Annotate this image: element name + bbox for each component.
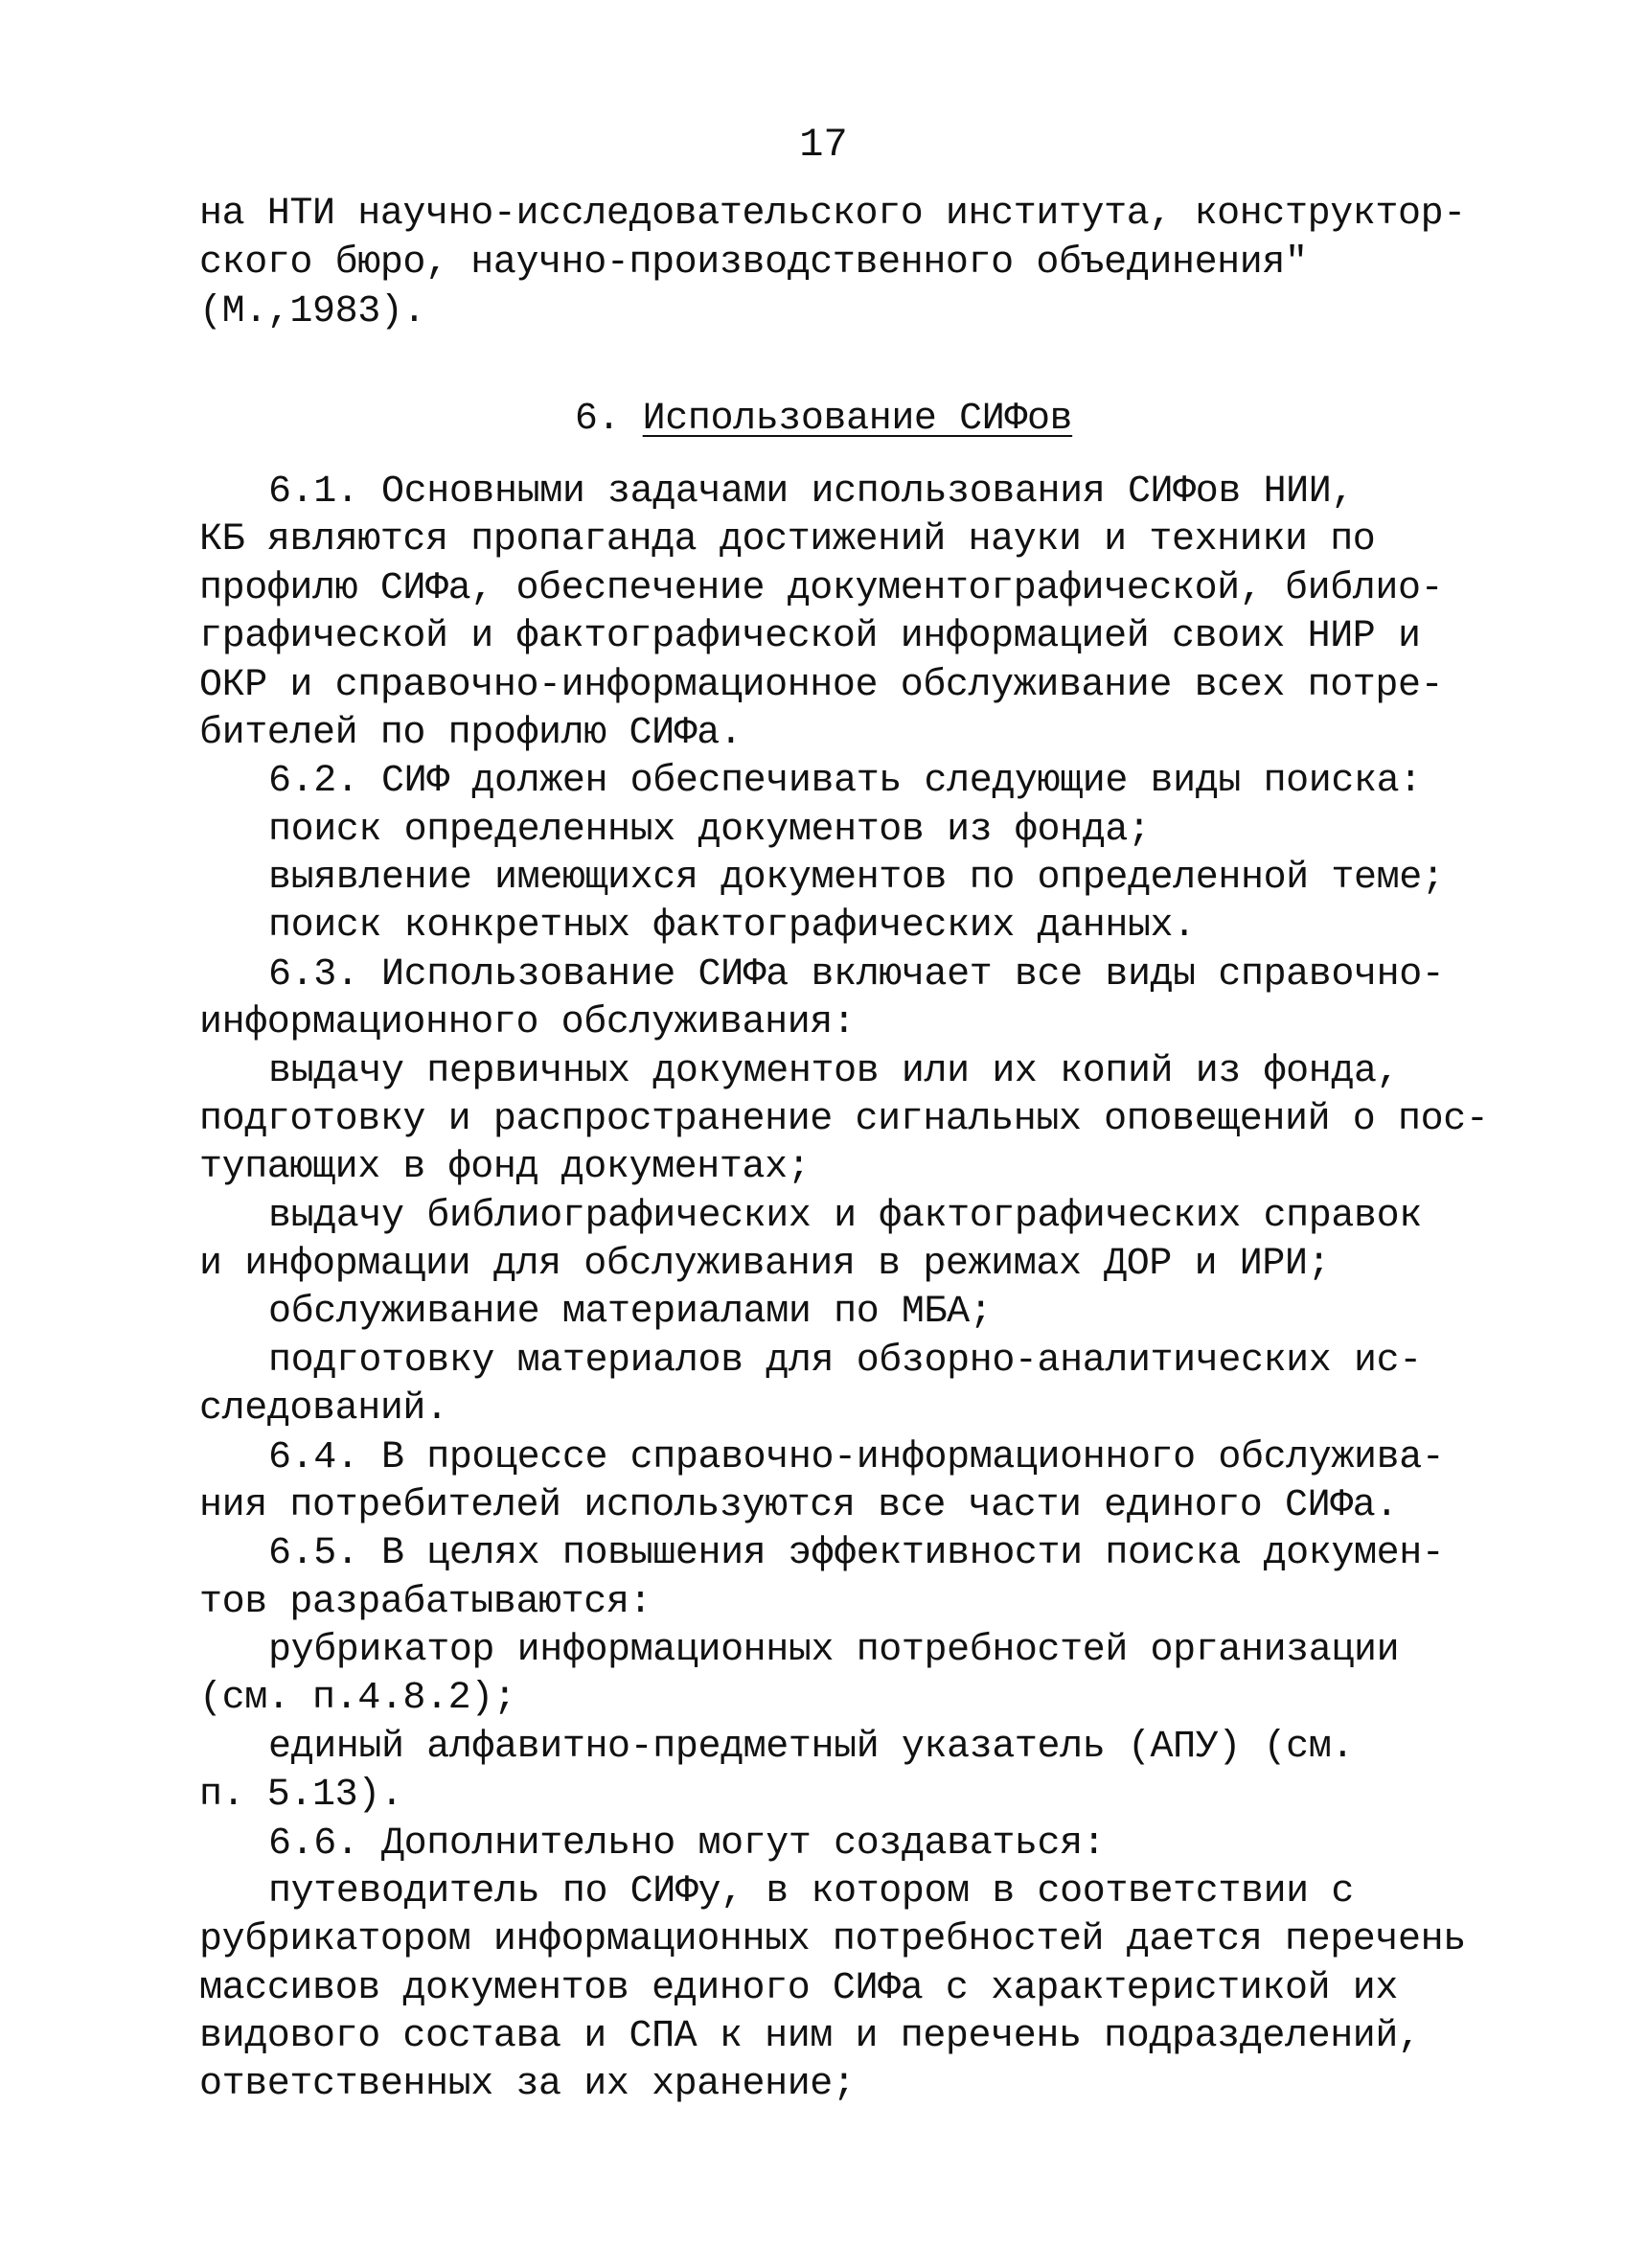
paragraph-line: КБ являются пропаганда достижений науки и техники по	[199, 518, 1376, 561]
paragraph-line: выдачу библиографических и фактографических справок	[268, 1195, 1422, 1238]
paragraph-line: поиск определенных документов из фонда;	[268, 809, 1151, 852]
paragraph-line: массивов документов единого СИФа с характеристикой их	[199, 1967, 1399, 2010]
paragraph-line: п. 5.13).	[199, 1774, 403, 1817]
paragraph-line: рубрикатор информационных потребностей организации	[268, 1629, 1400, 1672]
intro-line: (М.,1983).	[199, 290, 426, 333]
paragraph-line: видового состава и СПА к ним и перечень подразделений,	[199, 2015, 1421, 2058]
paragraph-line: 6.6. Дополнительно могут создаваться:	[268, 1822, 1106, 1866]
section-heading	[0, 395, 1647, 445]
paragraph-line: единый алфавитно-предметный указатель (АПУ) (см.	[268, 1726, 1354, 1769]
paragraph-line: рубрикатором информационных потребностей дается перечень	[199, 1918, 1466, 1961]
paragraph-line: выявление имеющихся документов по определенной теме;	[268, 857, 1445, 900]
paragraph-line: информационного обслуживания:	[199, 1001, 856, 1044]
paragraph-line: тупающих в фонд документах;	[199, 1146, 811, 1189]
paragraph-line: обслуживание материалами по МБА;	[268, 1291, 993, 1334]
paragraph-line: ния потребителей используются все части единого СИФа.	[199, 1484, 1399, 1527]
section-title: Использование СИФов	[642, 398, 1073, 441]
paragraph-line: выдачу первичных документов или их копий из фонда,	[268, 1050, 1400, 1093]
paragraph-line: следований.	[199, 1387, 448, 1431]
paragraph-line: путеводитель по СИФу, в котором в соответствии с	[268, 1870, 1354, 1913]
paragraph-line: тов разрабатываются:	[199, 1581, 652, 1624]
paragraph-line: профилю СИФа, обеспечение документографической, библио-	[199, 567, 1444, 610]
intro-line: ского бюро, научно-производственного объединения"	[199, 241, 1308, 285]
intro-line: на НТИ научно-исследовательского института, конструктор-	[199, 193, 1466, 236]
paragraph-line: (см. п.4.8.2);	[199, 1677, 516, 1720]
paragraph-line: ОКР и справочно-информационное обслуживание всех потре-	[199, 664, 1444, 707]
section-number: 6.	[574, 398, 621, 441]
paragraph-line: подготовку материалов для обзорно-аналитических ис-	[268, 1340, 1422, 1383]
paragraph-line: ответственных за их хранение;	[199, 2063, 856, 2106]
paragraph-line: 6.4. В процессе справочно-информационного обслужива-	[268, 1436, 1445, 1479]
paragraph-line: 6.5. В целях повышения эффективности поиска докумен-	[268, 1532, 1445, 1575]
page-number: 17	[799, 122, 848, 168]
paragraph-line: 6.3. Использование СИФа включает все виды справочно-	[268, 953, 1445, 997]
paragraph-line: графической и фактографической информацией своих НИР и	[199, 615, 1421, 658]
paragraph-line: и информации для обслуживания в режимах ДОР и ИРИ;	[199, 1243, 1331, 1286]
paragraph-line: 6.1. Основными задачами использования СИФов НИИ,	[268, 470, 1354, 514]
paragraph-line: поиск конкретных фактографических данных.	[268, 905, 1196, 948]
paragraph-line: 6.2. СИФ должен обеспечивать следующие виды поиска:	[268, 760, 1422, 803]
paragraph-line: подготовку и распространение сигнальных оповещений о пос-	[199, 1098, 1489, 1141]
paragraph-line: бителей по профилю СИФа.	[199, 712, 743, 755]
